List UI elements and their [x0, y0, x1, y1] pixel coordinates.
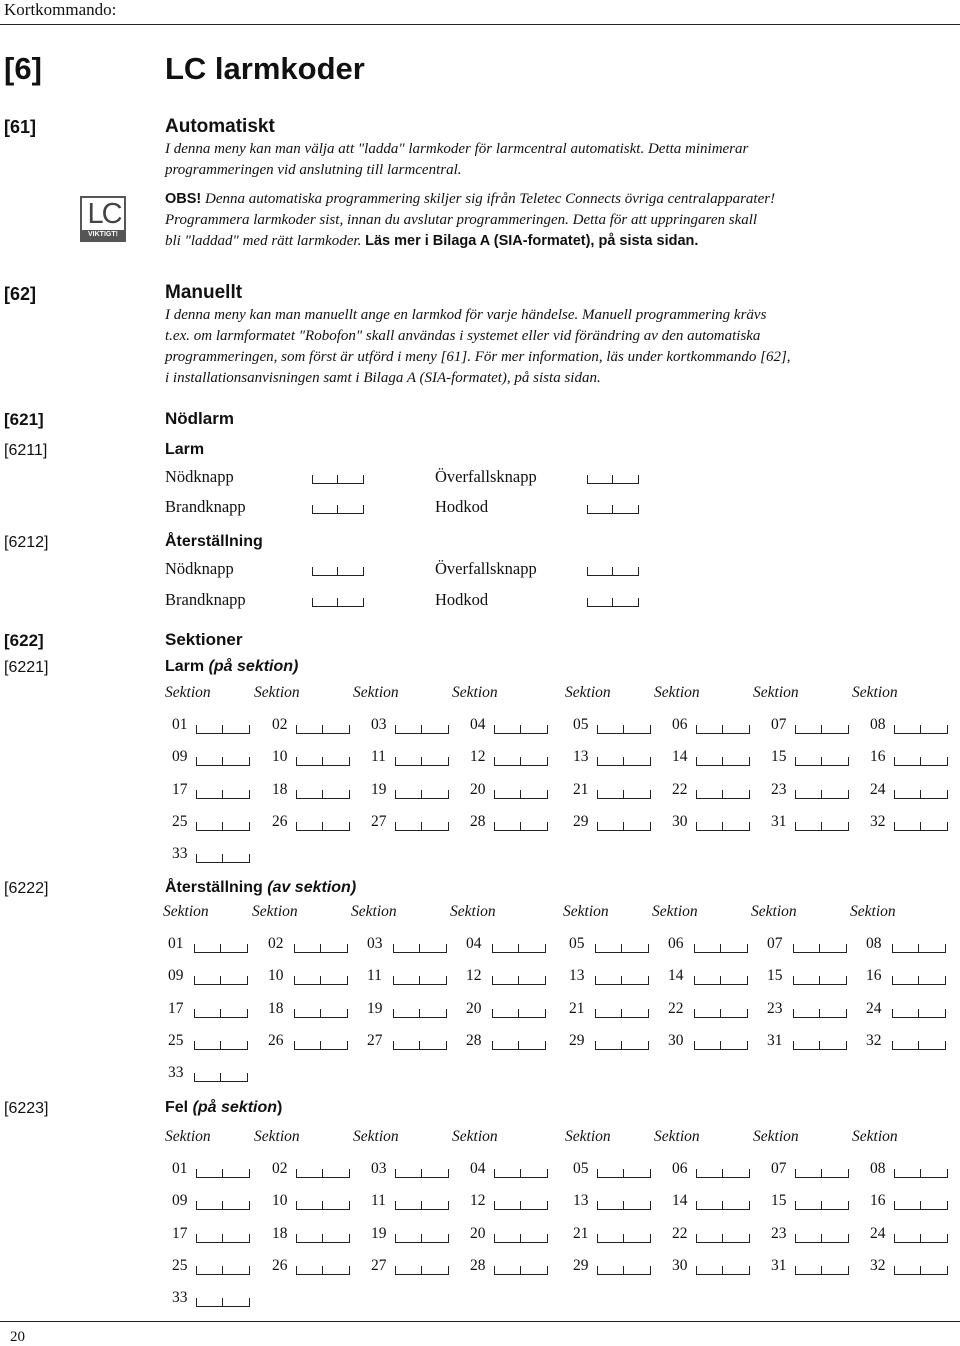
label-nodknapp-aterst: Nödknapp	[165, 559, 234, 578]
code-field-6222-section[interactable]	[294, 976, 348, 985]
code-field-6221-section[interactable]	[696, 822, 750, 831]
code-field-6222-section[interactable]	[595, 944, 649, 953]
code-field-6221-section[interactable]	[494, 725, 548, 734]
section-number-6223: 09	[172, 1192, 188, 1210]
section-number-6222: 15	[767, 967, 783, 985]
code-field-6221-section[interactable]	[494, 790, 548, 799]
section-number-6221: 23	[771, 780, 787, 798]
section-number-6221: 07	[771, 716, 787, 733]
sektion-header-6222-8: Sektion	[850, 903, 896, 920]
paragraph-62: I denna meny kan man manuellt ange en larmkod för varje händelse. Manuell programmering krävs t.ex. om larmformatet "Robofon" skall användas i systemet eller vid förändring av den automatiska programmeringen, som först är utförd i meny [61]. För mer information, läs under kortkommando [62], i installationsanvisningen samt i Bilaga A (SIA-formatet), på sista sidan.	[165, 307, 791, 386]
section-number-6223: 33	[172, 1289, 188, 1307]
section-number-6222: 24	[866, 999, 882, 1017]
code-field-6221-section[interactable]	[696, 757, 750, 766]
section-number-6223: 32	[870, 1256, 886, 1274]
code-field-6221-section[interactable]	[696, 725, 750, 734]
sektion-header-6221-3: Sektion	[353, 684, 399, 701]
code-field-6223-section[interactable]	[395, 1266, 449, 1275]
section-number-6221: 10	[272, 748, 288, 766]
section-number-6223: 12	[470, 1192, 486, 1210]
sektion-header-6222-1: Sektion	[163, 903, 209, 920]
code-field-nodknapp-aterst[interactable]	[312, 567, 364, 576]
code-field-6221-section[interactable]	[795, 790, 849, 799]
code-field-hodkod-larm[interactable]	[587, 505, 639, 514]
code-field-6222-section[interactable]	[492, 976, 546, 985]
code-field-6221-section[interactable]	[494, 757, 548, 766]
code-field-6222-section[interactable]	[492, 944, 546, 953]
code-field-6223-section[interactable]	[696, 1234, 750, 1243]
title-62: Manuellt	[165, 282, 243, 303]
code-field-6221-section[interactable]	[795, 725, 849, 734]
section-number-6222: 13	[569, 967, 585, 985]
sektion-header-6222-5: Sektion	[563, 903, 609, 920]
section-number-6221: 29	[573, 812, 589, 830]
section-number-6221: 13	[573, 748, 589, 766]
sektion-header-6223-7: Sektion	[753, 1128, 799, 1145]
section-number-6223: 22	[672, 1224, 688, 1242]
section-number-6223: 07	[771, 1160, 787, 1177]
code-field-6223-section[interactable]	[494, 1266, 548, 1275]
code-6221: [6221]	[4, 659, 49, 676]
see-appendix-note: Läs mer i Bilaga A (SIA-formatet), på sista sidan.	[365, 233, 699, 249]
sektion-header-6223-5: Sektion	[565, 1128, 611, 1145]
label-hodkod-aterst: Hodkod	[435, 590, 489, 609]
code-field-nodknapp-larm[interactable]	[312, 475, 364, 484]
code-field-6223-section[interactable]	[196, 1201, 250, 1210]
section-number-6221: 06	[672, 716, 688, 733]
section-number-6221: 17	[172, 780, 188, 798]
section-number-6222: 19	[367, 999, 383, 1017]
label-overfallsknapp-aterst: Överfallsknapp	[435, 559, 537, 578]
code-field-brandknapp-larm[interactable]	[312, 505, 364, 514]
section-number-6221: 32	[870, 812, 886, 830]
section-number-6223: 19	[371, 1224, 387, 1242]
code-field-6222-section[interactable]	[892, 976, 946, 985]
label-overfallsknapp-larm: Överfallsknapp	[435, 467, 537, 486]
code-field-6223-section[interactable]	[795, 1169, 849, 1178]
section-number-6223: 28	[470, 1256, 486, 1274]
code-field-6222-section[interactable]	[595, 1041, 649, 1050]
code-field-6223-section[interactable]	[696, 1266, 750, 1275]
section-number-6223: 20	[470, 1224, 486, 1242]
code-field-6221-section[interactable]	[597, 822, 651, 831]
title-6221: Larm (på sektion)	[165, 658, 299, 675]
section-number-6221: 02	[272, 716, 288, 733]
sektion-header-6221-5: Sektion	[565, 684, 611, 701]
section-number-6223: 18	[272, 1224, 288, 1242]
section-number-6222: 20	[466, 999, 482, 1017]
section-number-6221: 14	[672, 748, 688, 766]
title-6211: Larm	[165, 441, 205, 458]
section-number-6221: 04	[470, 716, 486, 733]
code-field-6222-section[interactable]	[492, 1009, 546, 1018]
title-61: Automatiskt	[165, 116, 275, 137]
running-header: Kortkommando:	[4, 0, 117, 19]
section-number-6221: 18	[272, 780, 288, 798]
page-title: LC larmkoder	[165, 51, 365, 86]
code-field-brandknapp-aterst[interactable]	[312, 598, 364, 607]
code-field-6222-section[interactable]	[194, 976, 248, 985]
code-field-6222-section[interactable]	[294, 944, 348, 953]
section-number-6222: 33	[168, 1064, 184, 1082]
code-field-6223-section[interactable]	[296, 1234, 350, 1243]
code-field-6223-section[interactable]	[196, 1169, 250, 1178]
paragraph-61-b: OBS! Denna automatiska programmering skiljer sig ifrån Teletec Connects övriga centralapparater! Programmera larmkoder sist, innan du avslutar programmeringen. Detta för att uppringaren skall bli "laddad" med rätt larmkoder. Läs mer i Bilaga A (SIA-formatet), på sista sidan.	[165, 191, 776, 249]
section-number-6223: 29	[573, 1256, 589, 1274]
code-62: [62]	[4, 284, 37, 304]
section-number-6221: 09	[172, 748, 188, 766]
code-field-6221-section[interactable]	[196, 822, 250, 831]
section-number-6221: 30	[672, 812, 688, 830]
label-nodknapp-larm: Nödknapp	[165, 467, 234, 486]
code-field-6223-section[interactable]	[296, 1201, 350, 1210]
code-field-6223-section[interactable]	[196, 1298, 250, 1307]
section-number-6223: 23	[771, 1224, 787, 1242]
label-brandknapp-aterst: Brandknapp	[165, 590, 246, 609]
section-number-6223: 11	[371, 1192, 386, 1210]
section-number-6223: 26	[272, 1256, 288, 1274]
section-number-6223: 02	[272, 1160, 288, 1177]
section-number-6223: 06	[672, 1160, 688, 1177]
code-field-6223-section[interactable]	[296, 1266, 350, 1275]
section-number-6222: 09	[168, 967, 184, 985]
code-field-6223-section[interactable]	[894, 1201, 948, 1210]
code-field-6221-section[interactable]	[296, 790, 350, 799]
section-number-6222: 16	[866, 967, 882, 985]
code-field-6223-section[interactable]	[696, 1201, 750, 1210]
section-number-6221: 21	[573, 780, 589, 798]
code-field-6222-section[interactable]	[793, 1041, 847, 1050]
section-number-6222: 30	[668, 1031, 684, 1049]
sektion-header-6221-8: Sektion	[852, 684, 898, 701]
code-6211: [6211]	[4, 442, 48, 459]
section-number-6221: 24	[870, 780, 886, 798]
section-number-6223: 04	[470, 1160, 486, 1177]
section-number-6223: 21	[573, 1224, 589, 1242]
code-field-6222-section[interactable]	[694, 1009, 748, 1018]
footer-rule	[0, 1321, 960, 1322]
code-field-6221-section[interactable]	[395, 757, 449, 766]
code-field-6221-section[interactable]	[696, 790, 750, 799]
code-field-6223-section[interactable]	[196, 1266, 250, 1275]
section-number-6223: 16	[870, 1192, 886, 1210]
section-number-6223: 27	[371, 1256, 387, 1274]
sektion-header-6221-7: Sektion	[753, 684, 799, 701]
code-field-6222-section[interactable]	[492, 1041, 546, 1050]
code-field-6221-section[interactable]	[795, 757, 849, 766]
section-number-6221: 25	[172, 812, 188, 830]
sektion-header-6223-2: Sektion	[254, 1128, 300, 1145]
title-6223: Fel (på sektion)	[165, 1099, 283, 1116]
code-field-6223-section[interactable]	[597, 1234, 651, 1243]
section-number-6221: 03	[371, 716, 387, 733]
code-field-6223-section[interactable]	[894, 1169, 948, 1178]
sektion-header-6223-8: Sektion	[852, 1128, 898, 1145]
code-field-6221-section[interactable]	[894, 757, 948, 766]
section-number-6222: 02	[268, 935, 284, 952]
section-number-6223: 01	[172, 1160, 188, 1177]
code-field-6223-section[interactable]	[494, 1201, 548, 1210]
section-number-6221: 15	[771, 748, 787, 766]
code-field-6223-section[interactable]	[597, 1169, 651, 1178]
section-number-6223: 24	[870, 1224, 886, 1242]
code-field-6223-section[interactable]	[395, 1234, 449, 1243]
sektion-header-6221-6: Sektion	[654, 684, 700, 701]
label-brandknapp-larm: Brandknapp	[165, 497, 246, 516]
section-number-6222: 17	[168, 999, 184, 1017]
section-number-6222: 22	[668, 999, 684, 1017]
code-field-overfallsknapp-larm[interactable]	[587, 475, 639, 484]
code-field-6221-section[interactable]	[894, 822, 948, 831]
section-number-6221: 33	[172, 845, 188, 863]
code-field-6223-section[interactable]	[494, 1234, 548, 1243]
code-6223: [6223]	[4, 1100, 49, 1117]
code-field-6221-section[interactable]	[196, 757, 250, 766]
section-number-6222: 14	[668, 967, 684, 985]
section-number-6222: 18	[268, 999, 284, 1017]
section-number-6222: 32	[866, 1031, 882, 1049]
code-field-6221-section[interactable]	[196, 854, 250, 863]
sektion-header-6222-3: Sektion	[351, 903, 397, 920]
code-field-6222-section[interactable]	[793, 944, 847, 953]
section-number-6222: 03	[367, 935, 383, 952]
section-number-6221: 19	[371, 780, 387, 798]
section-number-6221: 31	[771, 812, 787, 830]
section-number-6221: 20	[470, 780, 486, 798]
section-number-6221: 27	[371, 812, 387, 830]
code-field-6223-section[interactable]	[296, 1169, 350, 1178]
code-field-6222-section[interactable]	[194, 1073, 248, 1082]
code-field-6222-section[interactable]	[393, 1009, 447, 1018]
code-field-6221-section[interactable]	[597, 757, 651, 766]
section-number-6222: 29	[569, 1031, 585, 1049]
sektion-header-6222-4: Sektion	[450, 903, 496, 920]
sektion-header-6223-3: Sektion	[353, 1128, 399, 1145]
section-number-6222: 11	[367, 967, 382, 985]
section-number-6223: 10	[272, 1192, 288, 1210]
code-field-6223-section[interactable]	[894, 1234, 948, 1243]
code-field-6223-section[interactable]	[795, 1234, 849, 1243]
sektion-header-6222-7: Sektion	[751, 903, 797, 920]
section-number-6222: 08	[866, 935, 882, 952]
code-field-6222-section[interactable]	[892, 944, 946, 953]
section-number-6223: 05	[573, 1160, 589, 1177]
code-field-6222-section[interactable]	[694, 976, 748, 985]
section-number-6222: 06	[668, 935, 684, 952]
code-field-6221-section[interactable]	[395, 790, 449, 799]
sektion-header-6222-2: Sektion	[252, 903, 298, 920]
sektion-header-6221-4: Sektion	[452, 684, 498, 701]
title-6222: Återställning (av sektion)	[165, 879, 357, 896]
section-number-6223: 13	[573, 1192, 589, 1210]
paragraph-61-a: I denna meny kan man välja att "ladda" larmkoder för larmcentral automatiskt. Detta minimerar programmeringen vid anslutning till larmcentral.	[165, 141, 749, 178]
code-field-6222-section[interactable]	[393, 976, 447, 985]
section-number-6221: 28	[470, 812, 486, 830]
code-field-6222-section[interactable]	[393, 1041, 447, 1050]
sektion-header-6223-1: Sektion	[165, 1128, 211, 1145]
code-field-6221-section[interactable]	[597, 725, 651, 734]
title-6212: Återställning	[165, 533, 263, 550]
code-field-6223-section[interactable]	[696, 1169, 750, 1178]
section-number-6223: 08	[870, 1160, 886, 1177]
section-number-6221: 22	[672, 780, 688, 798]
code-field-6222-section[interactable]	[892, 1041, 946, 1050]
section-number-6222: 04	[466, 935, 482, 952]
code-621: [621]	[4, 410, 44, 429]
code-field-6221-section[interactable]	[395, 822, 449, 831]
code-field-6223-section[interactable]	[597, 1201, 651, 1210]
obs-label: OBS!	[165, 191, 202, 207]
main-code: [6]	[4, 51, 42, 86]
section-number-6223: 15	[771, 1192, 787, 1210]
label-hodkod-larm: Hodkod	[435, 497, 489, 516]
code-field-6221-section[interactable]	[296, 725, 350, 734]
code-field-6223-section[interactable]	[196, 1234, 250, 1243]
section-number-6222: 05	[569, 935, 585, 952]
code-field-6222-section[interactable]	[194, 944, 248, 953]
section-number-6222: 27	[367, 1031, 383, 1049]
code-field-6222-section[interactable]	[595, 976, 649, 985]
section-number-6223: 31	[771, 1256, 787, 1274]
code-61: [61]	[4, 117, 37, 137]
sektion-header-6221-1: Sektion	[165, 684, 211, 701]
code-field-6221-section[interactable]	[296, 822, 350, 831]
section-number-6221: 08	[870, 716, 886, 733]
code-field-6222-section[interactable]	[294, 1041, 348, 1050]
code-field-6221-section[interactable]	[296, 757, 350, 766]
code-field-6223-section[interactable]	[894, 1266, 948, 1275]
section-number-6221: 11	[371, 748, 386, 766]
section-number-6222: 10	[268, 967, 284, 985]
section-number-6221: 16	[870, 748, 886, 766]
section-number-6222: 31	[767, 1031, 783, 1049]
code-field-6222-section[interactable]	[793, 1009, 847, 1018]
section-number-6223: 03	[371, 1160, 387, 1177]
section-number-6223: 14	[672, 1192, 688, 1210]
code-field-6223-section[interactable]	[395, 1169, 449, 1178]
section-number-6222: 01	[168, 935, 184, 952]
code-field-6221-section[interactable]	[597, 790, 651, 799]
code-6212: [6212]	[4, 534, 49, 551]
code-field-6222-section[interactable]	[194, 1041, 248, 1050]
sektion-header-6223-4: Sektion	[452, 1128, 498, 1145]
lc-important-icon: LC VIKTIGT!	[80, 196, 126, 242]
section-number-6223: 25	[172, 1256, 188, 1274]
code-field-6223-section[interactable]	[597, 1266, 651, 1275]
section-number-6222: 12	[466, 967, 482, 985]
header-rule	[0, 24, 960, 25]
title-621: Nödlarm	[165, 409, 234, 428]
code-6222: [6222]	[4, 880, 49, 897]
page-number: 20	[10, 1329, 25, 1345]
code-field-6223-section[interactable]	[795, 1201, 849, 1210]
code-field-6222-section[interactable]	[694, 1041, 748, 1050]
code-field-6221-section[interactable]	[894, 790, 948, 799]
section-number-6223: 30	[672, 1256, 688, 1274]
code-field-6221-section[interactable]	[196, 790, 250, 799]
sektion-header-6223-6: Sektion	[654, 1128, 700, 1145]
section-number-6222: 25	[168, 1031, 184, 1049]
code-field-6222-section[interactable]	[194, 1009, 248, 1018]
code-field-6222-section[interactable]	[393, 944, 447, 953]
code-field-6221-section[interactable]	[795, 822, 849, 831]
sektion-header-6222-6: Sektion	[652, 903, 698, 920]
section-number-6221: 12	[470, 748, 486, 766]
section-number-6221: 05	[573, 716, 589, 733]
section-number-6222: 21	[569, 999, 585, 1017]
section-number-6223: 17	[172, 1224, 188, 1242]
code-field-hodkod-aterst[interactable]	[587, 598, 639, 607]
title-622: Sektioner	[165, 630, 243, 649]
code-field-6221-section[interactable]	[196, 725, 250, 734]
code-field-6223-section[interactable]	[795, 1266, 849, 1275]
code-field-6222-section[interactable]	[294, 1009, 348, 1018]
code-field-overfallsknapp-aterst[interactable]	[587, 567, 639, 576]
section-number-6221: 26	[272, 812, 288, 830]
code-field-6222-section[interactable]	[793, 976, 847, 985]
section-number-6221: 01	[172, 716, 188, 733]
code-field-6223-section[interactable]	[395, 1201, 449, 1210]
section-number-6222: 23	[767, 999, 783, 1017]
code-field-6222-section[interactable]	[892, 1009, 946, 1018]
code-field-6223-section[interactable]	[494, 1169, 548, 1178]
code-field-6221-section[interactable]	[395, 725, 449, 734]
sektion-header-6221-2: Sektion	[254, 684, 300, 701]
section-number-6222: 07	[767, 935, 783, 952]
section-number-6222: 26	[268, 1031, 284, 1049]
code-field-6221-section[interactable]	[494, 822, 548, 831]
code-622: [622]	[4, 631, 44, 650]
code-field-6221-section[interactable]	[894, 725, 948, 734]
section-number-6222: 28	[466, 1031, 482, 1049]
code-field-6222-section[interactable]	[694, 944, 748, 953]
code-field-6222-section[interactable]	[595, 1009, 649, 1018]
